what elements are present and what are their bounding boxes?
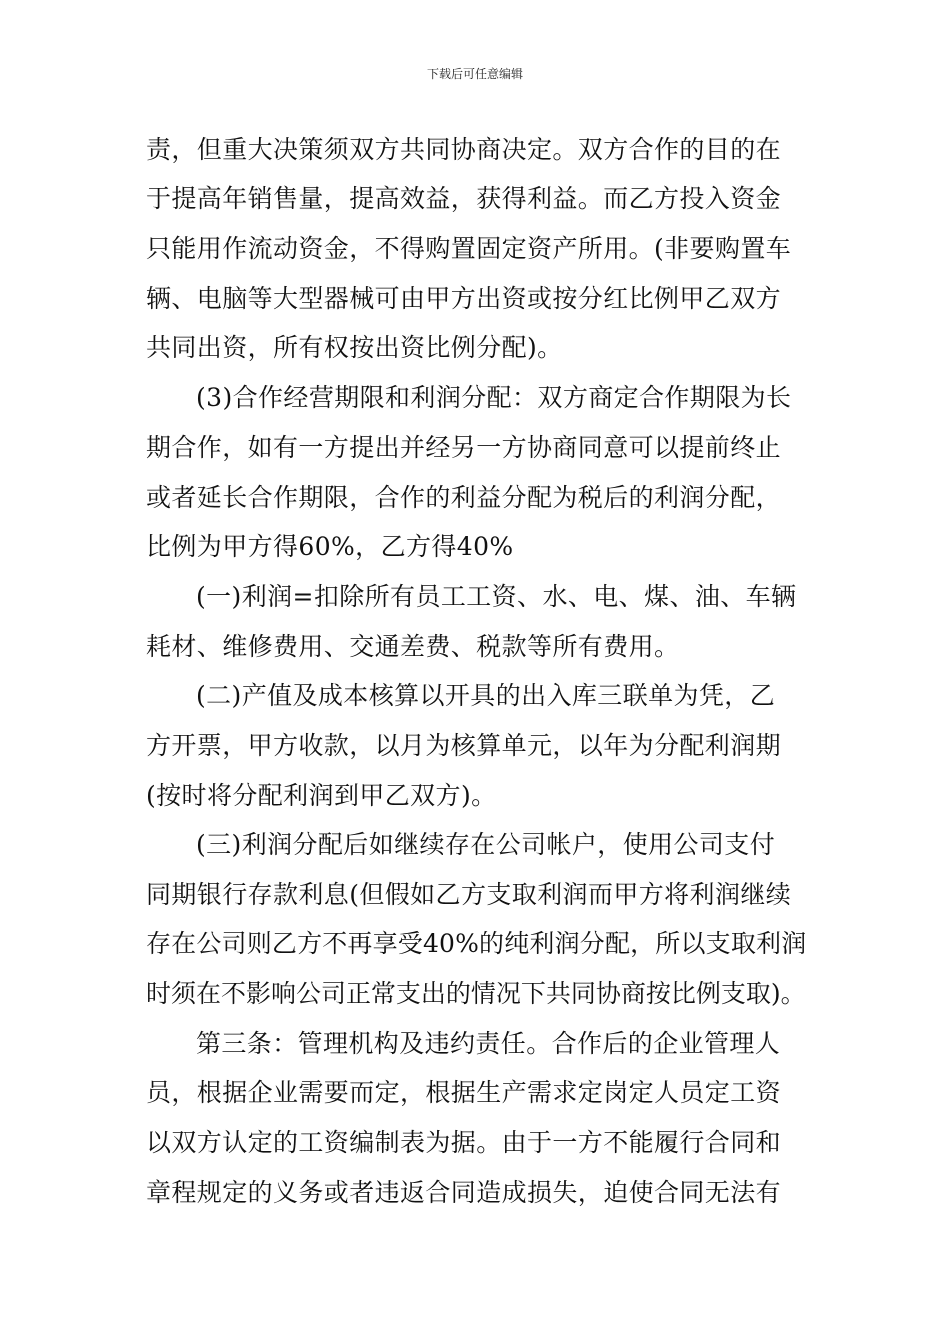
body-line: 责，但重大决策须双方共同协商决定。双方合作的目的在	[146, 135, 782, 164]
body-line: (二)产值及成本核算以开具的出入库三联单为凭，乙	[196, 681, 776, 710]
body-line: 以双方认定的工资编制表为据。由于一方不能履行合同和	[146, 1128, 782, 1157]
body-line: 耗材、维修费用、交通差费、税款等所有费用。	[146, 632, 680, 661]
body-line: 比例为甲方得60%，乙方得40%	[146, 532, 514, 561]
body-line: 期合作，如有一方提出并经另一方协商同意可以提前终止	[146, 433, 782, 462]
body-line: (3)合作经营期限和利润分配：双方商定合作期限为长	[196, 383, 792, 412]
body-line: 于提高年销售量，提高效益，获得利益。而乙方投入资金	[146, 184, 782, 213]
body-line: 员，根据企业需要而定，根据生产需求定岗定人员定工资	[146, 1078, 782, 1107]
body-line: 第三条：管理机构及违约责任。合作后的企业管理人	[196, 1029, 781, 1058]
body-line: (三)利润分配后如继续存在公司帐户，使用公司支付	[196, 830, 776, 859]
body-line: (一)利润=扣除所有员工工资、水、电、煤、油、车辆	[196, 582, 797, 611]
body-line: 时须在不影响公司正常支出的情况下共同协商按比例支取)。	[146, 979, 806, 1008]
body-line: 共同出资，所有权按出资比例分配)。	[146, 333, 563, 362]
body-line: 同期银行存款利息(但假如乙方支取利润而甲方将利润继续	[146, 880, 792, 909]
body-line: 章程规定的义务或者违返合同造成损失，迫使合同无法有	[146, 1178, 782, 1207]
page-header: 下载后可任意编辑	[426, 67, 523, 81]
body-line: 辆、电脑等大型器械可由甲方出资或按分红比例甲乙双方	[146, 284, 782, 313]
body-line: (按时将分配利润到甲乙双方)。	[146, 781, 497, 810]
body-line: 存在公司则乙方不再享受40%的纯利润分配，所以支取利润	[146, 929, 807, 958]
body-line: 只能用作流动资金，不得购置固定资产所用。(非要购置车	[146, 234, 792, 263]
body-line: 方开票，甲方收款，以月为核算单元，以年为分配利润期	[146, 731, 782, 760]
body-line: 或者延长合作期限，合作的利益分配为税后的利润分配，	[146, 483, 782, 512]
